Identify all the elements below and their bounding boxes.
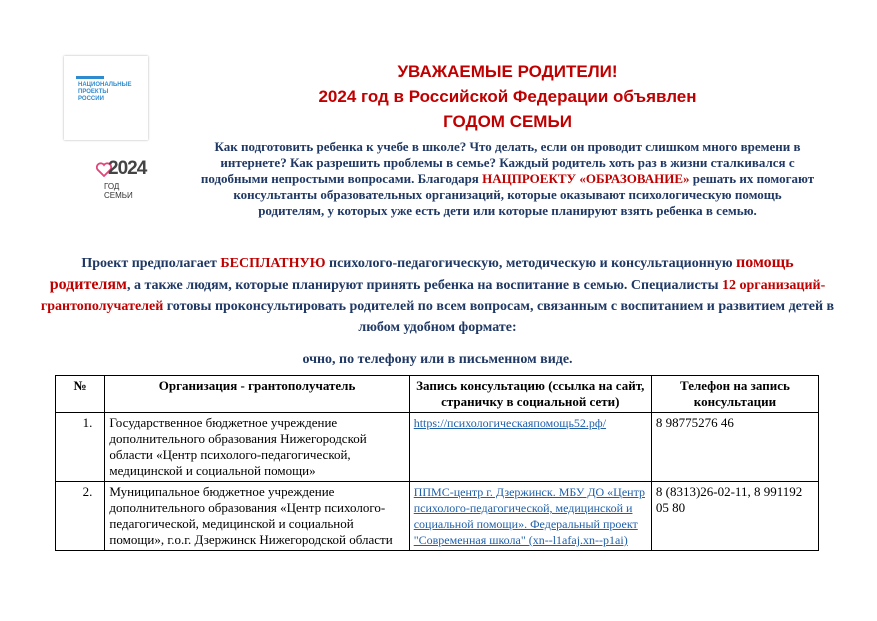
row-organization: Муниципальное бюджетное учреждение дополнительного образования «Центр психолого-педагогической, медицинской и социальной помощи», г.о.г. Дзержинск Нижегородской области [105, 482, 409, 551]
project-paragraph [40, 252, 835, 338]
grantees-highlight: 12 организаций-грантополучателей [40, 278, 826, 314]
parent-help-highlight: помощь родителям [49, 254, 794, 293]
year-text: 2024 [108, 158, 147, 179]
table-header-row [56, 376, 819, 413]
project-text: Проект предполагает [81, 256, 217, 271]
logo-text-line: НАЦИОНАЛЬНЫЕ [78, 82, 132, 88]
heading-year-announced: 2024 год в Российской Федерации объявлен [318, 87, 697, 106]
intro-paragraph [200, 139, 815, 219]
registration-link[interactable]: ППМС-центр г. Дзержинск. МБУ ДО «Центр психолого-педагогической, медицинской и социальной помощи». Федеральный проект "Современная школа" (xn--l1afaj.xn--p1ai) [413, 485, 645, 547]
logo-text-line: ПРОЕКТЫ [78, 89, 109, 95]
header-phone: Телефон на запись консультации [651, 376, 818, 413]
project-text: , а также людям, которые планируют принять ребенка на воспитание в семью. Специалисты [126, 278, 719, 293]
header-number: № [56, 376, 105, 413]
row-number: 2. [56, 482, 105, 551]
row-link-cell [409, 413, 651, 482]
row-number: 1. [56, 413, 105, 482]
row-organization: Государственное бюджетное учреждение дополнительного образования Нижегородской области «Центр психолого-педагогической, медицинской и социальной помощи» [105, 413, 409, 482]
row-link-cell [409, 482, 651, 551]
table-row [56, 482, 819, 551]
project-text: готовы проконсультировать родителей по всем вопросам, связанным с воспитанием и развитием детей в любом удобном формате: [166, 299, 835, 335]
organizations-table [55, 375, 819, 551]
free-highlight: БЕСПЛАТНУЮ [220, 256, 326, 271]
year-of-family-logo [96, 158, 148, 200]
row-phone: 8 (8313)26-02-11, 8 991192 05 80 [651, 482, 818, 551]
row-phone: 8 98775276 46 [651, 413, 818, 482]
heading-year-of-family: ГОДОМ СЕМЬИ [443, 112, 572, 131]
project-text: психолого-педагогическую, методическую и консультационную [329, 256, 733, 271]
intro-text: решать их помогают консультанты образовательных организаций, которые оказывают психологическую помощь родителям, у которых уже есть дети или которые планируют взять ребенка в семью. [233, 171, 815, 218]
header-organization: Организация - грантополучатель [105, 376, 409, 413]
header-registration: Запись консультацию (ссылка на сайт, страничку в социальной сети) [409, 376, 651, 413]
intro-text: Как подготовить ребенка к учебе в школе? Что делать, если он проводит слишком много времени в интернете? Как разрешить проблемы в семье? Каждый родитель хоть раз в жизни сталкивался с подобными непростыми вопросами. Благодаря [200, 139, 801, 186]
natsproekt-highlight: НАЦПРОЕКТУ «ОБРАЗОВАНИЕ» [482, 171, 690, 186]
natsproekty-logo [64, 56, 148, 140]
logo-accent-bar [76, 76, 104, 79]
heading-dear-parents: УВАЖАЕМЫЕ РОДИТЕЛИ! [397, 62, 618, 81]
registration-link[interactable]: https://психологическаяпомощь52.рф/ [413, 416, 607, 430]
logo-text-line: РОССИИ [78, 96, 104, 102]
year-caption: ГОД СЕМЬИ [104, 182, 133, 200]
table-row [56, 413, 819, 482]
consultation-formats: очно, по телефону или в письменном виде. [302, 352, 573, 367]
